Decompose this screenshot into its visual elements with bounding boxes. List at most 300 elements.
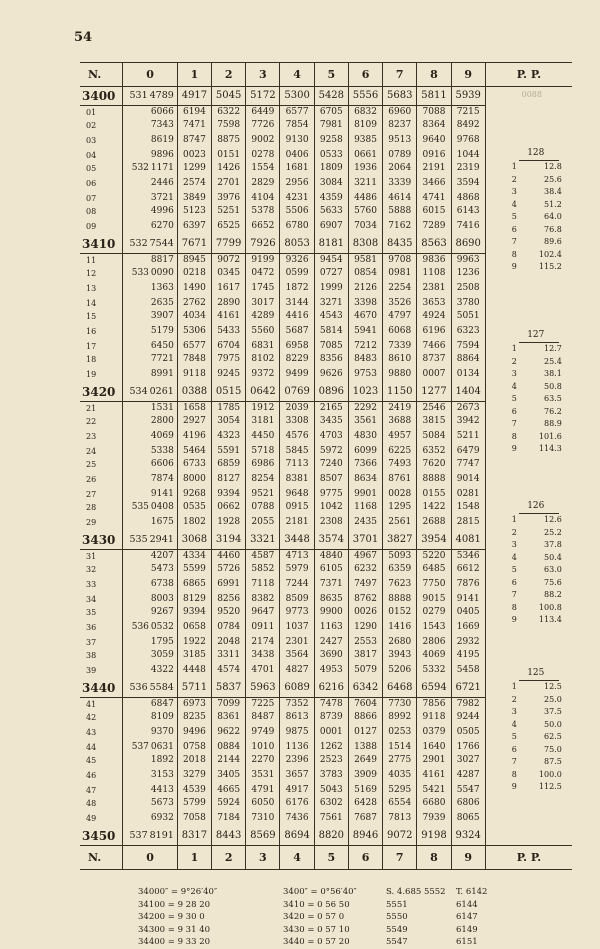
row-col-0	[123, 649, 178, 662]
row-col-3: 8487	[251, 712, 275, 722]
row-n: 29	[86, 517, 97, 527]
pp-group-rule	[519, 680, 559, 681]
row-col-0	[123, 366, 178, 383]
row-col-5: 5428	[314, 87, 348, 106]
row-col-1: 1802	[182, 517, 206, 527]
row-col-7: 9513	[388, 135, 412, 145]
row-col-3: 5172	[246, 87, 280, 106]
row-n: 18	[86, 354, 97, 364]
row-col-0	[123, 593, 178, 606]
row-col-3: 0911	[251, 622, 275, 632]
row-col-3: 4587	[251, 551, 275, 561]
row-col-6: 9901	[354, 489, 377, 499]
row-col-0	[123, 797, 178, 810]
row-col-9: 1669	[456, 622, 480, 632]
pp-line	[512, 721, 564, 732]
row-col-0	[123, 606, 178, 619]
row-col-5: 1163	[319, 622, 343, 632]
row-col-2: 4665	[217, 785, 241, 795]
row-col-6: 7034	[354, 221, 377, 231]
row-col-1: 7848	[182, 354, 206, 364]
row-col-8: 3815	[422, 416, 446, 426]
log-table	[80, 62, 572, 870]
footer-cell-a: 34100 = 9 28 20	[138, 899, 211, 910]
row-col-3: 9002	[251, 135, 275, 145]
row-col-7: 0152	[388, 607, 412, 617]
pp-line	[512, 176, 564, 187]
row-col-8: 2546	[422, 403, 446, 413]
row-col-7: 5295	[388, 785, 412, 795]
row-col-3: 1010	[251, 742, 275, 752]
row-n: 3420	[80, 383, 123, 402]
row-col-7: 7813	[388, 813, 412, 823]
row-col-6: 1168	[354, 502, 377, 512]
row-col-7: 2561	[388, 517, 412, 527]
row-col-5: 3574	[314, 531, 348, 550]
row-col-7: 6359	[388, 564, 412, 574]
row-n: 3430	[80, 531, 123, 550]
row-col-7: 6225	[388, 446, 412, 456]
row-col-2: 4161	[217, 311, 241, 321]
pp-digit: 2	[511, 174, 517, 184]
pp-digit: 9	[511, 444, 517, 453]
row-col-9: 5346	[456, 551, 480, 561]
row-value-0: 1795	[150, 637, 174, 647]
row-col-4: 1872	[285, 283, 309, 293]
row-n: 39	[86, 665, 97, 675]
row-col-3: 7926	[246, 235, 280, 254]
pp-digit: 3	[511, 540, 517, 549]
pp-line	[512, 696, 564, 707]
row-col-3: 5718	[251, 446, 275, 456]
row-col-7: 8761	[388, 474, 412, 484]
row-col-9: 7594	[456, 341, 480, 351]
row-col-6: 5941	[354, 326, 377, 336]
row-col-7: 9880	[388, 369, 412, 379]
row-col-2: 0345	[217, 268, 241, 278]
row-prefix: 532	[129, 238, 148, 250]
row-col-2: 8875	[217, 135, 241, 145]
row-col-4: 5506	[285, 206, 309, 216]
row-col-8: 7750	[422, 579, 446, 589]
row-col-4: 4917	[285, 785, 309, 795]
row-col-7: 4035	[388, 770, 412, 780]
row-col-1: 6865	[182, 579, 206, 589]
row-n: 38	[86, 650, 97, 660]
row-col-3: 7310	[251, 813, 275, 823]
row-n: 47	[86, 785, 97, 795]
row-col-8: 9198	[417, 827, 451, 846]
row-col-9: 2815	[456, 517, 480, 527]
row-col-3: 7225	[251, 699, 275, 709]
pp-line	[512, 516, 564, 527]
row-col-1: 3068	[177, 531, 211, 550]
row-col-1: 4917	[177, 87, 211, 106]
row-col-3: 5852	[251, 564, 275, 574]
row-value-0: 5179	[150, 326, 174, 336]
pp-line	[512, 201, 564, 212]
pp-value: 63.5	[543, 394, 562, 403]
row-n: 28	[86, 502, 97, 512]
pp-blank-stamp: 0088	[521, 90, 542, 99]
footer-header-col-6: 6	[348, 846, 382, 870]
row-n: 3410	[80, 235, 123, 254]
row-n: 19	[86, 369, 97, 379]
row-col-3: 1554	[251, 163, 275, 173]
header-pp: P. P.	[485, 63, 572, 87]
pp-line	[512, 395, 564, 406]
table-body	[80, 87, 572, 846]
row-col-1: 7058	[182, 813, 206, 823]
row-col-2: 8361	[217, 712, 241, 722]
row-col-0	[123, 445, 178, 458]
row-col-3: 9372	[251, 369, 275, 379]
row-col-2: 1928	[217, 517, 241, 527]
pp-line	[512, 758, 564, 769]
row-col-2: 6704	[217, 341, 241, 351]
row-col-2: 8443	[212, 827, 246, 846]
row-col-2: 3405	[217, 770, 241, 780]
row-n: 34	[86, 594, 97, 604]
row-n: 27	[86, 489, 97, 499]
pp-line	[512, 529, 564, 540]
header-col-4: 4	[280, 63, 314, 87]
row-col-1: 1922	[182, 637, 206, 647]
row-col-3: 4791	[251, 785, 275, 795]
footer-cell-d: T. 6142	[456, 887, 488, 897]
pp-digit: 5	[511, 732, 517, 741]
row-col-2: 2701	[217, 178, 241, 188]
row-col-8: 5332	[422, 665, 446, 675]
row-col-0	[123, 563, 178, 576]
row-col-7: 7162	[388, 221, 412, 231]
row-col-4: 8229	[285, 354, 309, 364]
row-col-1: 5464	[182, 446, 206, 456]
row-value-0: 5473	[150, 564, 174, 574]
row-col-1: 1490	[182, 283, 206, 293]
row-col-9: 3027	[456, 755, 480, 765]
row-col-5: 2165	[319, 403, 343, 413]
row-col-3: 5560	[251, 326, 275, 336]
row-value-0: 5338	[150, 446, 174, 456]
row-prefix: 536	[129, 682, 148, 694]
row-col-7: 7493	[388, 459, 412, 469]
row-col-6: 6342	[348, 679, 382, 698]
row-col-5: 0001	[319, 727, 343, 737]
row-col-4: 6089	[280, 679, 314, 698]
row-col-5: 0896	[314, 383, 348, 402]
row-n: 17	[86, 341, 97, 351]
row-n: 3400	[80, 87, 123, 106]
row-col-1: 9394	[182, 607, 206, 617]
row-col-8: 4161	[422, 770, 446, 780]
pp-column	[485, 87, 572, 846]
row-col-6: 0127	[354, 727, 377, 737]
row-col-1: 6733	[182, 459, 206, 469]
row-col-3: 6986	[251, 459, 275, 469]
row-value-0: 2446	[150, 178, 174, 188]
pp-value: 50.4	[543, 552, 562, 562]
row-col-6: 8308	[348, 235, 382, 254]
pp-value: 102.4	[538, 249, 562, 259]
row-col-9: 8065	[456, 813, 480, 823]
pp-line	[512, 554, 564, 565]
row-col-6: 4486	[354, 193, 377, 203]
row-col-8: 9640	[422, 135, 446, 145]
row-col-9: 4868	[456, 193, 480, 203]
row-col-6: 8946	[348, 827, 382, 846]
row-col-6: 2292	[354, 403, 377, 413]
pp-digit: 2	[511, 694, 517, 704]
footer-cell-a: 34400 = 9 33 20	[138, 937, 211, 947]
row-col-0	[123, 576, 178, 593]
row-col-8: 7088	[422, 107, 446, 117]
row-col-6: 3398	[354, 298, 377, 308]
row-col-1: 6577	[182, 341, 206, 351]
row-col-3: 2055	[251, 517, 275, 527]
pp-value: 63.0	[543, 565, 562, 574]
row-col-6: 8109	[354, 120, 377, 130]
row-col-5: 2308	[319, 517, 343, 527]
row-col-7: 2064	[388, 163, 412, 173]
pp-line	[512, 591, 564, 602]
row-col-5: 0533	[319, 150, 343, 160]
row-value-0: 8003	[150, 594, 174, 604]
row-col-8: 8364	[422, 120, 446, 130]
row-col-7: 1416	[388, 622, 412, 632]
row-col-0	[123, 698, 178, 712]
row-col-0	[123, 149, 178, 162]
footer-cell-c: 5547	[386, 937, 408, 947]
row-col-3: 9199	[251, 255, 275, 265]
row-col-7: 8237	[388, 120, 412, 130]
row-col-0	[123, 724, 178, 741]
pp-value: 38.4	[543, 187, 562, 196]
pp-value: 75.0	[543, 744, 562, 754]
row-value-0: 6270	[150, 221, 174, 231]
row-col-2: 7975	[217, 354, 241, 364]
row-col-2: 1785	[217, 403, 241, 413]
row-col-7: 2419	[388, 403, 412, 413]
footer-row	[138, 886, 568, 899]
pp-value: 76.8	[543, 224, 562, 234]
row-col-0	[123, 267, 178, 280]
row-col-5: 1809	[319, 163, 343, 173]
row-col-7: 8435	[383, 235, 417, 254]
row-col-1: 5599	[182, 564, 206, 574]
row-col-8: 9015	[422, 594, 446, 604]
pp-digit: 7	[511, 757, 517, 766]
row-col-1: 5306	[182, 326, 206, 336]
row-col-9: 4081	[451, 531, 485, 550]
row-col-9: 1044	[456, 150, 480, 160]
footer-header-col-9: 9	[451, 846, 485, 870]
row-col-8: 6594	[417, 679, 451, 698]
pp-group-head: 128	[527, 148, 545, 158]
arc-conversion-footer	[138, 886, 568, 949]
row-col-5: 8739	[319, 712, 343, 722]
row-n: 06	[86, 178, 97, 188]
row-col-8: 7620	[422, 459, 446, 469]
row-value-0: 4996	[150, 206, 174, 216]
row-col-2: 9622	[217, 727, 241, 737]
row-col-1: 2762	[182, 298, 206, 308]
pp-digit: 5	[511, 212, 517, 221]
row-col-4: 0915	[285, 502, 309, 512]
row-col-7: 1295	[388, 502, 412, 512]
row-col-2: 3976	[217, 193, 241, 203]
pp-digit: 6	[511, 577, 517, 587]
row-col-1: 3279	[182, 770, 206, 780]
row-value-0: 8817	[150, 255, 174, 265]
row-value-0: 9896	[150, 150, 174, 160]
row-prefix: 535	[129, 534, 148, 546]
row-col-3: 8569	[246, 827, 280, 846]
row-col-3: 6449	[251, 107, 275, 117]
row-col-2: 2890	[217, 298, 241, 308]
row-col-3: 6050	[251, 798, 275, 808]
row-n: 07	[86, 193, 97, 203]
row-col-0	[123, 810, 178, 827]
row-col-6: 8483	[354, 354, 377, 364]
row-col-0	[123, 784, 178, 797]
pp-line	[512, 733, 564, 744]
row-col-0	[123, 310, 178, 323]
pp-value: 25.0	[543, 694, 562, 704]
row-col-9: 9141	[456, 594, 480, 604]
row-col-9: 0405	[456, 607, 480, 617]
row-col-7: 3526	[388, 298, 412, 308]
row-col-1: 8000	[182, 474, 206, 484]
row-col-5: 8820	[314, 827, 348, 846]
row-col-0	[123, 428, 178, 445]
row-value-0: 8109	[150, 712, 174, 722]
pp-value: 114.3	[538, 444, 562, 453]
footer-header-col-4: 4	[280, 846, 314, 870]
row-col-9: 6143	[456, 206, 480, 216]
row-col-4: 4231	[285, 193, 309, 203]
pp-digit: 8	[511, 431, 517, 441]
pp-digit: 4	[511, 199, 517, 209]
row-n: 48	[86, 798, 97, 808]
pp-line	[512, 408, 564, 419]
row-col-8: 2806	[422, 637, 446, 647]
row-col-9: 7215	[456, 107, 480, 117]
row-col-4: 9326	[285, 255, 309, 265]
row-n: 49	[86, 813, 97, 823]
row-col-5: 7085	[319, 341, 343, 351]
row-value-0: 5584	[149, 682, 174, 694]
row-col-4: 8381	[285, 474, 309, 484]
row-col-8: 0155	[422, 489, 446, 499]
row-value-0: 0532	[150, 622, 174, 632]
row-value-0: 0631	[150, 742, 174, 752]
row-col-8: 5421	[422, 785, 446, 795]
row-col-7: 3943	[388, 650, 412, 660]
row-col-1: 8317	[177, 827, 211, 846]
pp-digit: 3	[511, 369, 517, 378]
row-col-8: 0007	[422, 369, 446, 379]
footer-cell-d: 6144	[456, 899, 478, 910]
row-col-5: 8356	[319, 354, 343, 364]
header-col-0: 0	[123, 63, 178, 87]
row-col-0	[123, 402, 178, 416]
pp-line	[512, 226, 564, 237]
row-col-4: 9875	[285, 727, 309, 737]
row-col-7: 9072	[383, 827, 417, 846]
pp-line	[512, 263, 564, 274]
row-col-6: 7497	[354, 579, 377, 589]
row-col-8: 6680	[422, 798, 446, 808]
row-col-5: 4703	[319, 431, 343, 441]
row-col-2: 6525	[217, 221, 241, 231]
row-col-5: 8507	[319, 474, 343, 484]
row-col-6: 5556	[348, 87, 382, 106]
row-col-5: 3271	[319, 298, 343, 308]
row-col-5: 1042	[319, 502, 343, 512]
row-col-7: 9708	[388, 255, 412, 265]
row-col-7: 3339	[388, 178, 412, 188]
row-col-9: 0505	[456, 727, 480, 737]
row-col-8: 2688	[422, 517, 446, 527]
row-n: 41	[86, 699, 97, 709]
pp-value: 25.2	[543, 527, 562, 537]
footer-cell-c: 5551	[386, 899, 408, 910]
header-row	[80, 63, 572, 87]
row-col-3: 8102	[251, 354, 275, 364]
row-col-4: 3564	[285, 650, 309, 660]
row-col-3: 2174	[251, 637, 275, 647]
row-col-4: 3657	[285, 770, 309, 780]
row-col-9: 9963	[456, 255, 480, 265]
row-col-5: 1262	[319, 742, 343, 752]
row-col-9: 6721	[451, 679, 485, 698]
row-col-4: 7436	[285, 813, 309, 823]
row-col-8: 9118	[422, 712, 446, 722]
row-value-0: 3721	[150, 193, 174, 203]
row-value-0: 6738	[150, 579, 174, 589]
row-col-7: 8888	[388, 594, 412, 604]
row-col-8: 4069	[422, 650, 446, 660]
row-col-9: 2932	[456, 637, 480, 647]
row-col-4: 6780	[285, 221, 309, 231]
row-col-7: 8610	[388, 354, 412, 364]
row-col-3: 7118	[251, 579, 275, 589]
row-col-7: 3827	[383, 531, 417, 550]
row-col-3: 9647	[251, 607, 275, 617]
row-value-0: 7721	[150, 354, 174, 364]
row-col-7: 6554	[388, 798, 412, 808]
row-col-7: 2680	[388, 637, 412, 647]
row-col-1: 0758	[182, 742, 206, 752]
pp-line	[512, 604, 564, 615]
row-col-1: 8235	[182, 712, 206, 722]
row-col-7: 4957	[388, 431, 412, 441]
footer-cell-c: S. 4.685 5552	[386, 887, 446, 897]
row-col-4: 1037	[285, 622, 309, 632]
footer-header-col-5: 5	[314, 846, 348, 870]
row-col-2: 0151	[217, 150, 241, 160]
footer-header-col-8: 8	[417, 846, 451, 870]
footer-header-n: N.	[80, 846, 123, 870]
row-value-0: 6450	[150, 341, 174, 351]
row-col-2: 9245	[217, 369, 241, 379]
pp-line	[512, 783, 564, 794]
row-col-2: 7598	[217, 120, 241, 130]
row-col-4: 7244	[285, 579, 309, 589]
row-value-0: 1171	[150, 163, 174, 173]
row-col-0	[123, 679, 178, 698]
